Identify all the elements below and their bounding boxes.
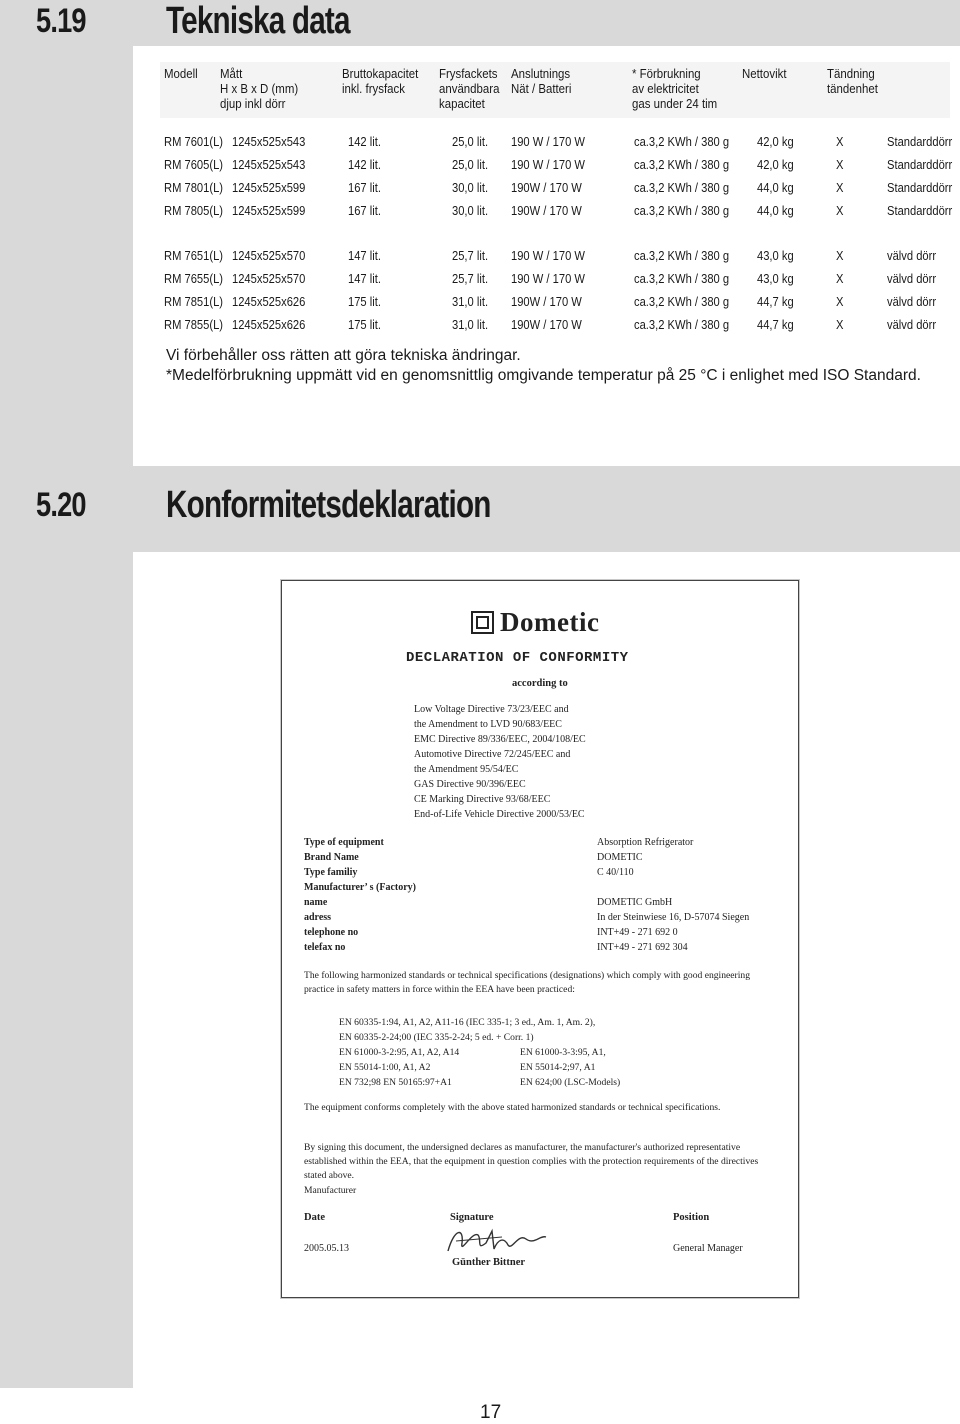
table-cell: ca.3,2 KWh / 380 g xyxy=(634,203,730,218)
signatory-name: Günther Bittner xyxy=(452,1257,526,1268)
table-cell: RM 7605(L) xyxy=(164,157,224,172)
table-cell: välvd dörr xyxy=(887,248,937,263)
table-cell: RM 7601(L) xyxy=(164,134,224,149)
header-dimensions: Mått H x B x D (mm) djup inkl dörr xyxy=(220,66,299,111)
table-cell: 175 lit. xyxy=(348,294,381,309)
directive-item: GAS Directive 90/396/EEC xyxy=(414,779,526,790)
header-freezer-capacity: Frysfackets användbara kapacitet xyxy=(439,66,500,111)
table-cell: 30,0 lit. xyxy=(452,203,489,218)
directive-item: EMC Directive 89/336/EEC, 2004/108/EC xyxy=(414,734,586,745)
directive-item: Low Voltage Directive 73/23/EEC and xyxy=(414,704,569,715)
table-cell: 142 lit. xyxy=(348,157,381,172)
standards-list: EN 60335-1:94, A1, A2, A11-16 (IEC 335-1; 3 ed., Am. 1, Am. 2), EN 60335-2-24;00 (IEC 335-2-24; 5 ed. + Corr. 1) EN 61000-3-2:95, A1, A2, A14 EN 61000-3-3:95, A1, EN 55014-1:00, A1, A2 EN 55014-2;97, A1 EN 732;98 EN 50165:97+A1 EN 624;00 (LSC-Models) xyxy=(339,1017,621,1088)
dometic-logo-icon xyxy=(471,611,494,634)
table-cell: X xyxy=(836,180,844,195)
table-cell: 190W / 170 W xyxy=(511,294,582,309)
table-cell: välvd dörr xyxy=(887,317,937,332)
logo-text: Dometic xyxy=(500,607,600,637)
table-cell: 1245x525x570 xyxy=(232,248,306,263)
table-cell: 1245x525x543 xyxy=(232,134,306,149)
section-title-2: Konformitetsdeklaration xyxy=(166,484,491,526)
table-cell: 43,0 kg xyxy=(757,248,794,263)
directive-item: Automotive Directive 72/245/EEC and xyxy=(414,749,571,760)
header-consumption: * Förbrukning av elektricitet gas under 24 tim xyxy=(632,66,718,111)
table-cell: RM 7805(L) xyxy=(164,203,224,218)
table-cell: 190 W / 170 W xyxy=(511,271,585,286)
table-cell: 190 W / 170 W xyxy=(511,248,585,263)
directive-item: End-of-Life Vehicle Directive 2000/53/EC xyxy=(414,809,585,820)
directive-item: CE Marking Directive 93/68/EEC xyxy=(414,794,551,805)
table-cell: RM 7655(L) xyxy=(164,271,224,286)
table-cell: 190W / 170 W xyxy=(511,317,582,332)
table-cell: ca.3,2 KWh / 380 g xyxy=(634,317,730,332)
table-row xyxy=(0,271,960,289)
table-cell: X xyxy=(836,203,844,218)
declaration-heading: DECLARATION OF CONFORMITY xyxy=(406,650,629,666)
table-cell: 167 lit. xyxy=(348,203,381,218)
manufacturer-label: Manufacturer xyxy=(304,1185,357,1196)
table-cell: ca.3,2 KWh / 380 g xyxy=(634,271,730,286)
standards-intro: The following harmonized standards or technical specifications (designations) which comply with good engineering practice in safety matters in force within the EEA have been practiced: xyxy=(304,970,750,995)
table-cell: 31,0 lit. xyxy=(452,294,489,309)
table-cell: Standarddörr xyxy=(887,157,953,172)
header-model: Modell xyxy=(164,66,198,81)
table-cell: 42,0 kg xyxy=(757,134,794,149)
table-cell: 1245x525x543 xyxy=(232,157,306,172)
table-cell: 1245x525x626 xyxy=(232,294,306,309)
table-cell: Standarddörr xyxy=(887,203,953,218)
table-cell: ca.3,2 KWh / 380 g xyxy=(634,180,730,195)
table-cell: 31,0 lit. xyxy=(452,317,489,332)
table-cell: 44,0 kg xyxy=(757,180,794,195)
dometic-logo xyxy=(471,607,599,638)
table-cell: 1245x525x570 xyxy=(232,271,306,286)
signing-text: By signing this document, the undersigned declares as manufacturer, the manufacturer's authorized representative established within the EEA, that the equipment in question complies with the protection requirements of the directives stated above. xyxy=(304,1142,759,1181)
table-cell: välvd dörr xyxy=(887,294,937,309)
table-cell: 190 W / 170 W xyxy=(511,157,585,172)
table-cell: RM 7851(L) xyxy=(164,294,224,309)
position-label: Position xyxy=(673,1212,710,1223)
header-connection: Anslutnings Nät / Batteri xyxy=(511,66,572,96)
table-cell: X xyxy=(836,317,844,332)
date-value: 2005.05.13 xyxy=(304,1243,349,1254)
table-cell: ca.3,2 KWh / 380 g xyxy=(634,157,730,172)
table-cell: X xyxy=(836,134,844,149)
table-header xyxy=(160,62,950,118)
page-number: 17 xyxy=(480,1402,502,1423)
table-cell: RM 7651(L) xyxy=(164,248,224,263)
table-cell: 25,0 lit. xyxy=(452,134,489,149)
section-title: Tekniska data xyxy=(166,0,350,42)
table-cell: 190W / 170 W xyxy=(511,180,582,195)
position-value: General Manager xyxy=(673,1243,743,1254)
table-cell: Standarddörr xyxy=(887,180,953,195)
directive-item: the Amendment to LVD 90/683/EEC xyxy=(414,719,562,730)
field-values: Absorption Refrigerator DOMETIC C 40/110 DOMETIC GmbH In der Steinwiese 16, D-57074 Siegen INT+49 - 271 692 0 INT+49 - 271 692 304 xyxy=(597,837,750,953)
table-row xyxy=(0,157,960,175)
table-cell: RM 7855(L) xyxy=(164,317,224,332)
table-cell: 1245x525x599 xyxy=(232,203,306,218)
table-cell: ca.3,2 KWh / 380 g xyxy=(634,294,730,309)
table-cell: 42,0 kg xyxy=(757,157,794,172)
table-cell: X xyxy=(836,271,844,286)
table-cell: 1245x525x626 xyxy=(232,317,306,332)
table-cell: 142 lit. xyxy=(348,134,381,149)
header-net-weight: Nettovikt xyxy=(742,66,787,81)
table-cell: 1245x525x599 xyxy=(232,180,306,195)
table-cell: 30,0 lit. xyxy=(452,180,489,195)
table-cell: 44,0 kg xyxy=(757,203,794,218)
table-cell: 175 lit. xyxy=(348,317,381,332)
table-cell: 44,7 kg xyxy=(757,317,794,332)
directive-item: the Amendment 95/54/EC xyxy=(414,764,519,775)
table-cell: 147 lit. xyxy=(348,271,381,286)
signature-label: Signature xyxy=(450,1212,494,1223)
table-row xyxy=(0,294,960,312)
table-cell: 25,0 lit. xyxy=(452,157,489,172)
conformity-text: The equipment conforms completely with the above stated harmonized standards or technical specifications. xyxy=(304,1102,721,1113)
section-number: 5.19 xyxy=(36,2,86,40)
table-cell: RM 7801(L) xyxy=(164,180,224,195)
table-cell: ca.3,2 KWh / 380 g xyxy=(634,248,730,263)
table-cell: X xyxy=(836,157,844,172)
table-row xyxy=(0,248,960,266)
field-keys: Type of equipment Brand Name Type familiy Manufacturer’ s (Factory) name adress telephone no telefax no xyxy=(304,837,416,953)
table-cell: 190 W / 170 W xyxy=(511,134,585,149)
header-ignition: Tändning tändenhet xyxy=(827,66,878,96)
footnote: *Medelförbrukning uppmätt vid en genomsnittlig omgivande temperatur på 25 °C i enlighet med ISO Standard. xyxy=(166,366,921,384)
section-number-2: 5.20 xyxy=(36,486,86,524)
table-row xyxy=(0,134,960,152)
table-cell: 167 lit. xyxy=(348,180,381,195)
table-cell: Standarddörr xyxy=(887,134,953,149)
table-cell: välvd dörr xyxy=(887,271,937,286)
table-cell: 25,7 lit. xyxy=(452,271,489,286)
table-cell: 43,0 kg xyxy=(757,271,794,286)
header-gross-capacity: Bruttokapacitet inkl. frysfack xyxy=(342,66,419,96)
table-cell: X xyxy=(836,294,844,309)
date-label: Date xyxy=(304,1212,325,1223)
notes xyxy=(166,346,926,385)
table-row xyxy=(0,180,960,198)
table-cell: X xyxy=(836,248,844,263)
table-row xyxy=(0,203,960,221)
reservation-note: Vi förbehåller oss rätten att göra tekniska ändringar. xyxy=(166,347,521,364)
table-cell: 190W / 170 W xyxy=(511,203,582,218)
table-row xyxy=(0,317,960,335)
table-cell: 25,7 lit. xyxy=(452,248,489,263)
according-to: according to xyxy=(512,678,568,689)
handwritten-signature xyxy=(442,1221,552,1259)
table-cell: ca.3,2 KWh / 380 g xyxy=(634,134,730,149)
directives-list xyxy=(414,702,586,822)
table-cell: 147 lit. xyxy=(348,248,381,263)
table-cell: 44,7 kg xyxy=(757,294,794,309)
conformity-certificate xyxy=(281,580,799,1298)
